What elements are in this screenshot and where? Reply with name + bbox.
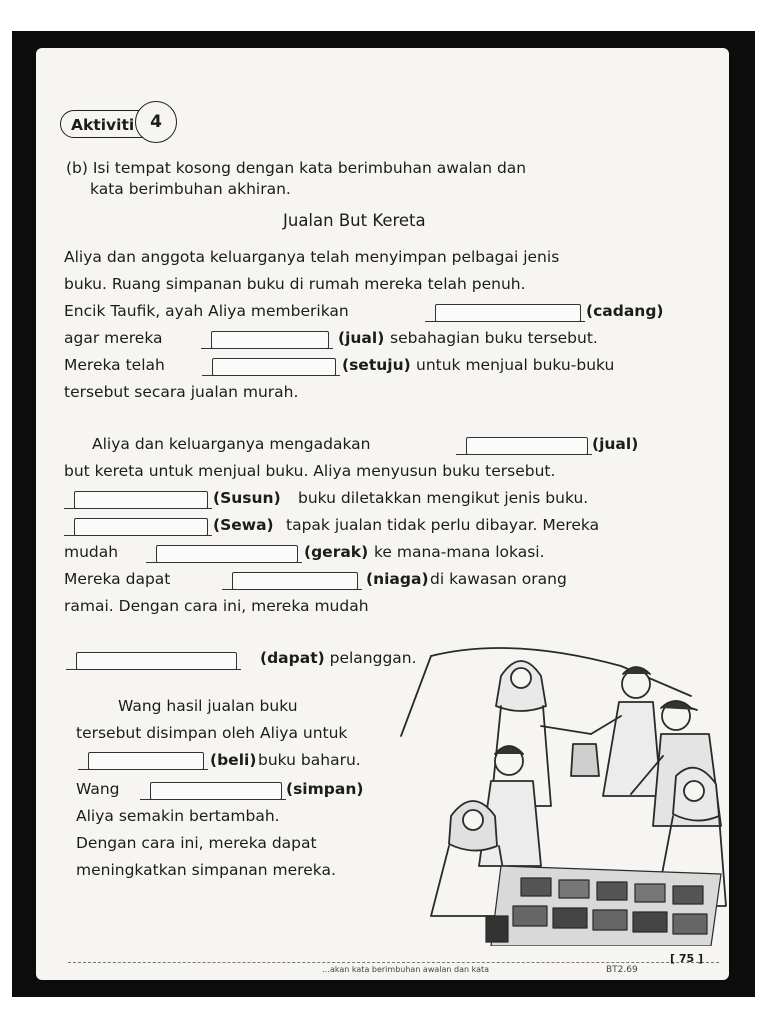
activity-label: Aktiviti: [60, 110, 164, 138]
root-word-susun: (Susun): [213, 489, 281, 507]
blank-dapat[interactable]: [66, 652, 241, 670]
root-word-simpan: (simpan): [286, 780, 364, 798]
blank-susun[interactable]: [64, 491, 212, 509]
blank-sewa[interactable]: [64, 518, 212, 536]
footer-divider: [68, 962, 719, 963]
p1-line-4-rest: sebahagian buku tersebut.: [390, 329, 598, 347]
blank-simpan[interactable]: [140, 782, 286, 800]
root-word-setuju: (setuju): [342, 356, 411, 374]
p3-line-6: Dengan cara ini, mereka dapat: [76, 834, 317, 852]
blank-gerak[interactable]: [146, 545, 302, 563]
car-boot-icon: [431, 648, 691, 696]
p3-line-1: Wang hasil jualan buku: [118, 697, 298, 715]
p1-line-1: Aliya dan anggota keluarganya telah menyimpan pelbagai jenis: [64, 248, 560, 266]
p2-line-3-rest: buku diletakkan mengikut jenis buku.: [298, 489, 589, 507]
passage-title: Jualan But Kereta: [283, 211, 426, 230]
root-word-niaga: (niaga): [366, 570, 429, 588]
books-stack-icon: [486, 866, 721, 946]
p3-line-3-rest: buku baharu.: [258, 751, 361, 769]
blank-cadang[interactable]: [425, 304, 585, 322]
p3-line-5: Aliya semakin bertambah.: [76, 807, 280, 825]
blank-beli[interactable]: [78, 752, 208, 770]
root-word-sewa: (Sewa): [213, 516, 274, 534]
p2-line-6-rest: di kawasan orang: [430, 570, 567, 588]
root-word-jual-2: (jual): [592, 435, 639, 453]
p2-line-8: (dapat) pelanggan.: [260, 649, 417, 667]
p3-line-4: Wang: [76, 780, 120, 798]
instruction-line-2: kata berimbuhan akhiran.: [90, 180, 291, 198]
p2-line-5: mudah: [64, 543, 119, 561]
root-word-jual-1: (jual): [338, 329, 385, 347]
p2-line-2: but kereta untuk menjual buku. Aliya menyusun buku tersebut.: [64, 462, 556, 480]
footer-code: BT2.69: [606, 965, 638, 975]
p2-line-4-rest: tapak jualan tidak perlu dibayar. Mereka: [286, 516, 600, 534]
man-customer-icon: [591, 667, 661, 796]
blank-jual-1[interactable]: [201, 331, 333, 349]
p2-line-6: Mereka dapat: [64, 570, 171, 588]
footer-caption: …akan kata berimbuhan awalan dan kata: [322, 965, 490, 974]
bag-icon: [571, 744, 599, 776]
p2-line-5-rest: ke mana-mana lokasi.: [374, 543, 545, 561]
p3-line-7: meningkatkan simpanan mereka.: [76, 861, 336, 879]
activity-number: 4: [135, 101, 177, 143]
root-word-cadang: (cadang): [586, 302, 664, 320]
root-word-beli: (beli): [210, 751, 257, 769]
blank-setuju[interactable]: [202, 358, 340, 376]
p3-line-2: tersebut disimpan oleh Aliya untuk: [76, 724, 348, 742]
blank-niaga[interactable]: [222, 572, 362, 590]
worksheet-page: [36, 48, 729, 980]
p1-line-5: Mereka telah: [64, 356, 165, 374]
p1-line-3: Encik Taufik, ayah Aliya memberikan: [64, 302, 349, 320]
page-number: [ 75 ]: [670, 952, 704, 965]
p2-line-1: Aliya dan keluarganya mengadakan: [92, 435, 371, 453]
blank-jual-2[interactable]: [456, 437, 592, 455]
root-word-gerak: (gerak): [304, 543, 369, 561]
instruction-line-1: (b) Isi tempat kosong dengan kata berimbuhan awalan dan: [66, 159, 527, 177]
p2-line-7: ramai. Dengan cara ini, mereka mudah: [64, 597, 369, 615]
p1-line-4: agar mereka: [64, 329, 163, 347]
p1-line-6: tersebut secara jualan murah.: [64, 383, 299, 401]
p1-line-5-rest: untuk menjual buku-buku: [416, 356, 615, 374]
p1-line-2: buku. Ruang simpanan buku di rumah mereka telah penuh.: [64, 275, 526, 293]
car-boot-sale-illustration: [391, 616, 729, 946]
